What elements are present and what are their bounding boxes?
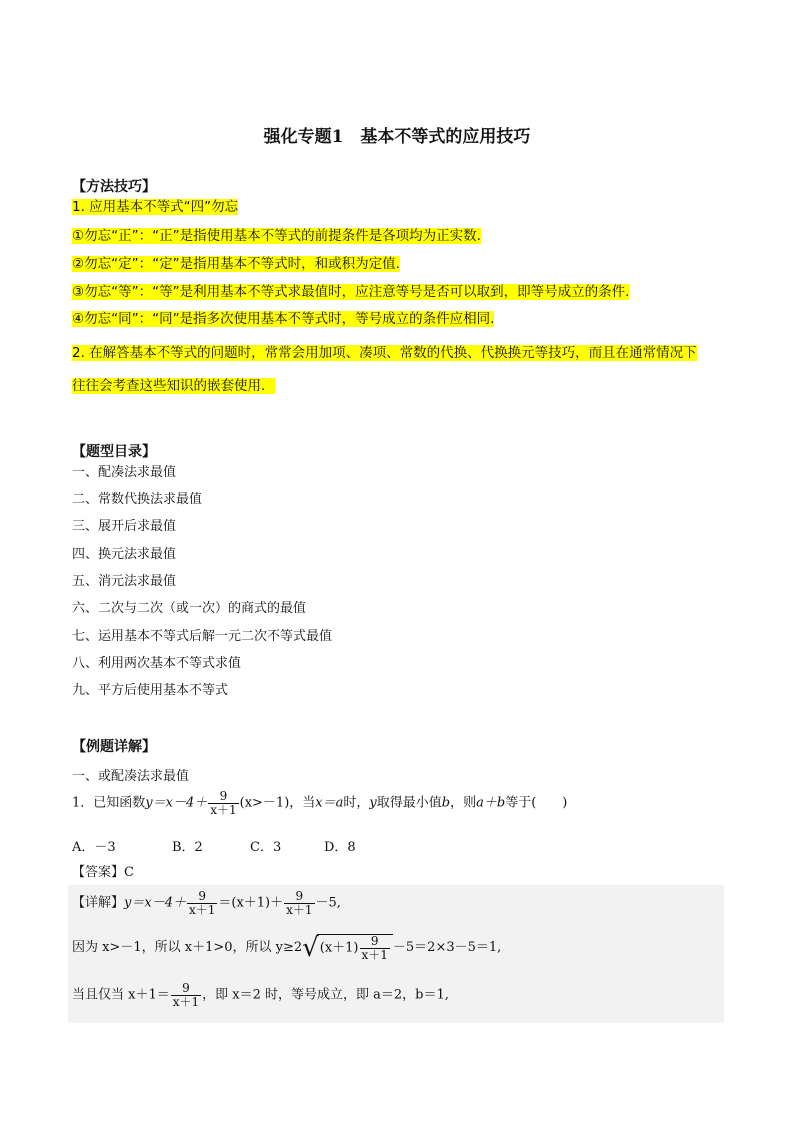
method-item-2-line-1: 2. 在解答基本不等式的问题时，常常会用加项、凑项、常数的代换、代换换元等技巧，而且在通常情况下 bbox=[72, 345, 697, 361]
detail-line-2: 因为 x>－1，所以 x＋1>0，所以 y≥2√(x＋1) $\frac{9}{x+1}$ －5＝2×3－5＝1, bbox=[72, 932, 502, 963]
method-item-fixed: ②勿忘“定”：“定”是指用基本不等式时，和或积为定值. bbox=[72, 256, 400, 272]
fraction: $\frac{9}{x+1}$ bbox=[210, 789, 237, 817]
catalog-item: 五、消元法求最值 bbox=[72, 574, 177, 589]
sqrt-content: (x＋1) $\frac{9}{x+1}$ bbox=[317, 934, 393, 961]
question-1: 1．已知函数y＝x－4＋ $\frac{9}{x+1}$ (x>－1)，当x＝a时，y取得最小值b，则a＋b等于( ) bbox=[72, 789, 568, 817]
detail-line-3: 当且仅当 x＋1＝ $\frac{9}{x+1}$ ，即 x＝2 时，等号成立，即 a＝2，b＝1, bbox=[72, 981, 449, 1009]
method-item-same: ④勿忘“同”：“同”是指多次使用基本不等式时，等号成立的条件应相同. bbox=[72, 311, 495, 327]
catalog-item: 一、配凑法求最值 bbox=[72, 465, 177, 480]
catalog-item: 三、展开后求最值 bbox=[72, 519, 177, 534]
method-item-1: 1. 应用基本不等式“四”勿忘 bbox=[72, 199, 239, 215]
option-b: B．2 bbox=[172, 840, 203, 855]
catalog-item: 八、利用两次基本不等式求值 bbox=[72, 656, 242, 671]
page-title: 强化专题1 基本不等式的应用技巧 bbox=[263, 127, 531, 147]
catalog-item: 二、常数代换法求最值 bbox=[72, 492, 203, 507]
fraction: $\frac{9}{x+1}$ bbox=[361, 934, 388, 962]
detail-line-1: 【详解】y＝x－4＋ $\frac{9}{x+1}$ ＝(x＋1)＋ $\frac{9}{x+1}$ －5, bbox=[72, 889, 341, 917]
fraction: $\frac{9}{x+1}$ bbox=[286, 889, 313, 917]
fraction: $\frac{9}{x+1}$ bbox=[172, 981, 200, 1009]
method-item-positive: ①勿忘“正”：“正”是指使用基本不等式的前提条件是各项均为正实数. bbox=[72, 228, 481, 244]
fraction: $\frac{9}{x+1}$ bbox=[188, 889, 216, 917]
catalog-item: 九、平方后使用基本不等式 bbox=[72, 683, 229, 698]
option-c: C．3 bbox=[250, 840, 282, 855]
catalog-item: 七、运用基本不等式后解一元二次不等式最值 bbox=[72, 629, 333, 644]
option-a: A．－3 bbox=[72, 840, 116, 855]
examples-heading: 【例题详解】 bbox=[72, 739, 156, 755]
catalog-item: 六、二次与二次（或一次）的商式的最值 bbox=[72, 601, 307, 616]
method-item-equal: ③勿忘“等”：“等”是利用基本不等式求最值时，应注意等号是否可以取到，即等号成立的条件. bbox=[72, 284, 630, 300]
sqrt-symbol: √ bbox=[302, 932, 319, 963]
examples-subheading: 一、或配凑法求最值 bbox=[72, 769, 190, 784]
method-heading: 【方法技巧】 bbox=[72, 179, 156, 195]
method-item-2-line-2: 往往会考查这些知识的嵌套使用． bbox=[72, 378, 275, 394]
answer: 【答案】C bbox=[72, 865, 134, 880]
option-d: D．8 bbox=[324, 840, 356, 855]
catalog-heading: 【题型目录】 bbox=[72, 444, 156, 460]
catalog-item: 四、换元法求最值 bbox=[72, 547, 177, 562]
